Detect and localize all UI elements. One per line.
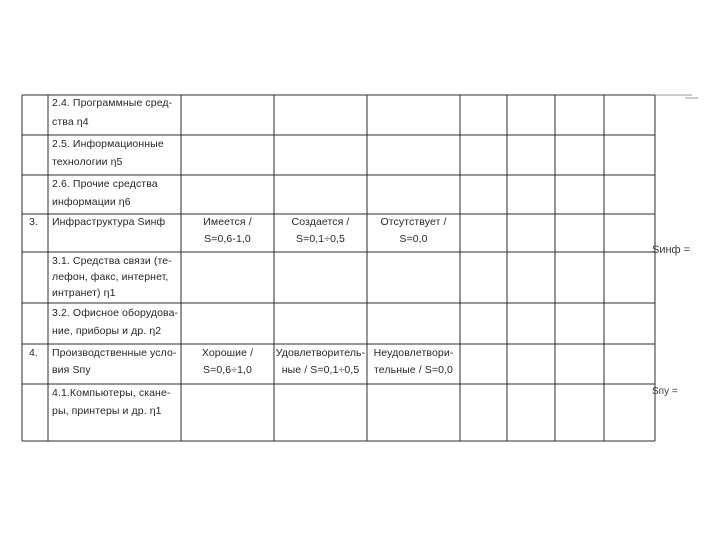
row-4-level-1-line2: S=0,6÷1,0 bbox=[203, 364, 252, 376]
row-4-level-1-line1: Хорошие / bbox=[201, 347, 254, 359]
side-note-prod: Sпу = bbox=[652, 386, 678, 397]
row-4-number: 4. bbox=[29, 347, 38, 359]
row-3-number: 3. bbox=[29, 216, 38, 228]
row-2-5-name-line1: 2.5. Информационные bbox=[52, 138, 164, 150]
row-4-level-3-line1: Неудовлетвори- bbox=[373, 347, 454, 359]
row-4-1-name-line1: 4.1.Компьютеры, скане- bbox=[52, 387, 171, 399]
side-note-infra: Sинф = bbox=[652, 244, 691, 256]
row-3-level-2-line2: S=0,1÷0,5 bbox=[296, 233, 345, 245]
row-3-level-3-line2: S=0,0 bbox=[399, 233, 428, 245]
row-2-4-name-line2: ства η4 bbox=[52, 116, 89, 128]
row-4-name-line2: вия Sпу bbox=[52, 364, 91, 376]
row-2-4-name-line1: 2.4. Программные сред- bbox=[52, 97, 173, 109]
row-3-1-name-line3: интранет) η1 bbox=[52, 287, 116, 299]
row-4-level-2-line1: Удовлетворитель- bbox=[275, 347, 366, 359]
row-3-2-name-line1: 3.2. Офисное оборудова- bbox=[52, 307, 179, 319]
row-2-5-name-line2: технологии η5 bbox=[52, 156, 123, 168]
row-3-level-1-line1: Имеется / bbox=[203, 216, 252, 228]
row-2-6-name-line1: 2.6. Прочие средства bbox=[52, 178, 158, 190]
row-4-1-name-line2: ры, принтеры и др. η1 bbox=[52, 405, 162, 417]
row-3-name: Инфраструктура Sинф bbox=[52, 216, 166, 228]
row-4-level-3-line2: тельные / S=0,0 bbox=[374, 364, 453, 376]
row-4-level-2-line2: ные / S=0,1÷0,5 bbox=[281, 364, 360, 376]
row-3-level-1-line2: S=0,6-1,0 bbox=[204, 233, 251, 245]
row-3-level-3-line1: Отсутствует / bbox=[380, 216, 447, 228]
row-4-name-line1: Производственные усло- bbox=[52, 347, 177, 359]
row-2-6-name-line2: информации η6 bbox=[52, 196, 131, 208]
row-3-level-2-line1: Создается / bbox=[291, 216, 350, 228]
row-3-1-name-line2: лефон, факс, интернет, bbox=[52, 271, 169, 283]
row-3-2-name-line2: ние, приборы и др. η2 bbox=[52, 325, 162, 337]
row-3-1-name-line1: 3.1. Средства связи (те- bbox=[52, 255, 172, 267]
